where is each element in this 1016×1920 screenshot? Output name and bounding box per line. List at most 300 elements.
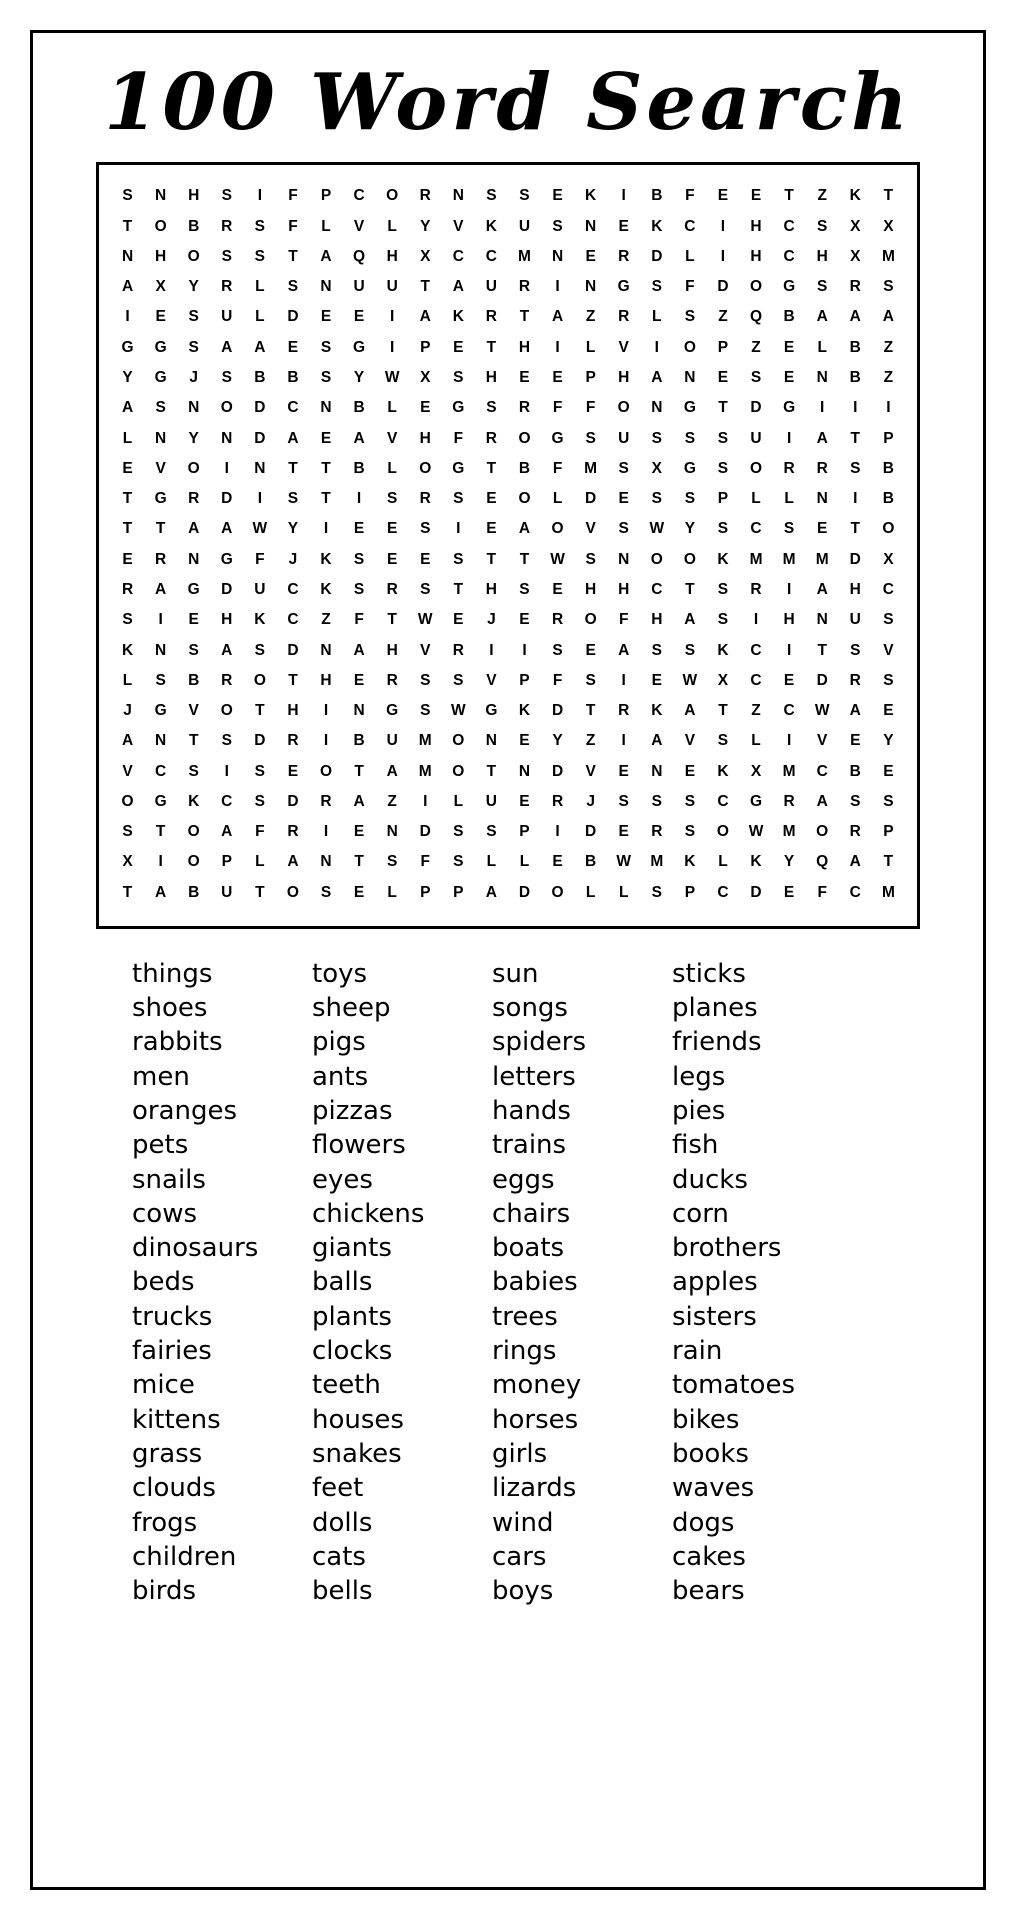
letter-cell[interactable]: H	[221, 611, 233, 629]
letter-cell[interactable]: F	[618, 611, 629, 629]
letter-cell[interactable]: R	[816, 459, 828, 477]
word-list-item[interactable]: corn	[672, 1198, 729, 1229]
letter-cell[interactable]: M	[418, 762, 432, 780]
letter-cell[interactable]: Y	[883, 732, 894, 750]
letter-cell[interactable]: S	[221, 187, 232, 205]
letter-cell[interactable]: S	[585, 550, 596, 568]
letter-cell[interactable]: R	[849, 278, 861, 296]
letter-cell[interactable]: R	[618, 702, 630, 720]
letter-cell[interactable]: S	[552, 641, 563, 659]
letter-cell[interactable]: A	[485, 883, 497, 901]
letter-cell[interactable]: B	[353, 399, 365, 417]
letter-cell[interactable]: T	[188, 732, 199, 750]
letter-cell[interactable]: I	[786, 641, 792, 659]
letter-cell[interactable]: L	[321, 217, 331, 235]
word-list-item[interactable]: kittens	[132, 1404, 221, 1435]
letter-cell[interactable]: C	[882, 580, 894, 598]
letter-cell[interactable]: F	[552, 459, 563, 477]
word-list-item[interactable]: men	[132, 1061, 190, 1092]
letter-cell[interactable]: S	[386, 853, 398, 871]
letter-cell[interactable]: W	[748, 823, 764, 841]
letter-cell[interactable]: M	[584, 459, 598, 477]
letter-cell[interactable]: N	[485, 732, 497, 750]
word-list-item[interactable]: money	[492, 1370, 582, 1401]
letter-cell[interactable]: S	[453, 550, 464, 568]
letter-cell[interactable]: X	[883, 550, 894, 568]
letter-cell[interactable]: A	[849, 702, 861, 720]
letter-cell[interactable]: E	[353, 671, 365, 689]
letter-cell[interactable]: K	[849, 187, 861, 205]
letter-cell[interactable]: K	[585, 187, 597, 205]
word-list-item[interactable]: spiders	[492, 1027, 587, 1058]
letter-cell[interactable]: E	[519, 611, 530, 629]
letter-cell[interactable]: S	[353, 580, 365, 598]
letter-cell[interactable]: A	[121, 732, 134, 750]
letter-cell[interactable]: S	[684, 490, 696, 508]
letter-cell[interactable]: P	[585, 368, 596, 386]
letter-cell[interactable]: T	[453, 580, 464, 598]
letter-cell[interactable]: D	[717, 278, 729, 296]
letter-cell[interactable]: C	[750, 671, 762, 689]
letter-cell[interactable]: V	[883, 641, 894, 659]
letter-cell[interactable]: A	[353, 792, 365, 810]
letter-cell[interactable]: R	[452, 641, 464, 659]
letter-cell[interactable]: S	[254, 247, 266, 265]
letter-cell[interactable]: P	[519, 823, 530, 841]
letter-cell[interactable]: R	[551, 611, 564, 629]
letter-cell[interactable]: C	[287, 399, 299, 417]
letter-cell[interactable]: L	[122, 671, 133, 689]
letter-cell[interactable]: S	[717, 459, 729, 477]
letter-cell[interactable]: E	[519, 792, 530, 810]
letter-cell[interactable]: O	[154, 217, 167, 235]
word-list-item[interactable]: sun	[492, 958, 539, 989]
letter-cell[interactable]: I	[158, 853, 163, 871]
letter-cell[interactable]: L	[519, 853, 530, 871]
word-list-item[interactable]: ants	[312, 1061, 369, 1092]
word-list-item[interactable]: birds	[132, 1576, 197, 1607]
word-list-item[interactable]: teeth	[312, 1370, 381, 1401]
letter-cell[interactable]: H	[518, 338, 531, 356]
word-list-item[interactable]: letters	[492, 1061, 576, 1092]
letter-cell[interactable]: I	[489, 641, 494, 659]
letter-cell[interactable]: O	[187, 823, 200, 841]
letter-cell[interactable]: L	[552, 490, 563, 508]
letter-cell[interactable]: B	[188, 671, 200, 689]
letter-cell[interactable]: C	[485, 247, 497, 265]
word-list-item[interactable]: sisters	[672, 1301, 757, 1332]
letter-cell[interactable]: O	[253, 671, 266, 689]
letter-cell[interactable]: S	[453, 368, 464, 386]
letter-cell[interactable]: N	[320, 641, 332, 659]
letter-cell[interactable]: E	[783, 671, 795, 689]
letter-cell[interactable]: S	[420, 520, 431, 538]
letter-cell[interactable]: O	[220, 702, 233, 720]
word-list-item[interactable]: boys	[492, 1576, 554, 1607]
letter-cell[interactable]: D	[221, 490, 233, 508]
letter-cell[interactable]: P	[420, 338, 431, 356]
letter-cell[interactable]: C	[849, 883, 861, 901]
letter-cell[interactable]: D	[419, 823, 431, 841]
letter-cell[interactable]: A	[684, 702, 696, 720]
letter-cell[interactable]: U	[518, 217, 531, 235]
word-list-item[interactable]: plants	[312, 1301, 392, 1332]
word-list-item[interactable]: giants	[312, 1233, 392, 1264]
word-list-item[interactable]: balls	[312, 1267, 373, 1298]
letter-cell[interactable]: E	[453, 338, 464, 356]
letter-cell[interactable]: T	[850, 520, 860, 538]
letter-cell[interactable]: R	[518, 399, 531, 417]
letter-cell[interactable]: O	[650, 550, 663, 568]
letter-cell[interactable]: X	[850, 247, 861, 265]
letter-cell[interactable]: A	[386, 762, 398, 780]
letter-cell[interactable]: N	[518, 762, 531, 780]
letter-cell[interactable]: T	[155, 520, 166, 538]
letter-cell[interactable]: L	[255, 308, 265, 326]
word-list-item[interactable]: friends	[672, 1027, 762, 1058]
letter-cell[interactable]: K	[750, 853, 762, 871]
letter-cell[interactable]: S	[221, 368, 232, 386]
letter-cell[interactable]: K	[717, 550, 729, 568]
letter-cell[interactable]: N	[452, 187, 464, 205]
letter-cell[interactable]: G	[749, 792, 763, 810]
letter-cell[interactable]: S	[386, 490, 398, 508]
word-list-item[interactable]: pies	[672, 1095, 726, 1126]
letter-cell[interactable]: D	[518, 883, 531, 901]
letter-cell[interactable]: D	[254, 399, 266, 417]
letter-cell[interactable]: R	[419, 187, 431, 205]
letter-cell[interactable]: W	[451, 702, 466, 720]
letter-cell[interactable]: D	[551, 762, 564, 780]
letter-cell[interactable]: A	[849, 853, 861, 871]
letter-cell[interactable]: E	[486, 520, 497, 538]
letter-cell[interactable]: K	[320, 580, 332, 598]
letter-cell[interactable]: E	[783, 338, 795, 356]
letter-cell[interactable]: E	[618, 823, 629, 841]
letter-cell[interactable]: O	[187, 459, 200, 477]
letter-cell[interactable]: S	[618, 459, 629, 477]
letter-cell[interactable]: S	[188, 308, 199, 326]
letter-cell[interactable]: U	[254, 580, 266, 598]
letter-cell[interactable]: Z	[387, 792, 397, 810]
letter-cell[interactable]: I	[323, 520, 329, 538]
letter-cell[interactable]: R	[783, 459, 795, 477]
letter-cell[interactable]: E	[287, 338, 299, 356]
letter-cell[interactable]: I	[224, 762, 229, 780]
word-list-item[interactable]: clouds	[132, 1473, 216, 1504]
letter-cell[interactable]: N	[155, 187, 167, 205]
letter-cell[interactable]: X	[651, 459, 662, 477]
letter-cell[interactable]: T	[718, 399, 728, 417]
letter-cell[interactable]: E	[817, 520, 828, 538]
letter-cell[interactable]: T	[155, 823, 166, 841]
letter-cell[interactable]: A	[287, 429, 299, 447]
letter-cell[interactable]: K	[651, 702, 663, 720]
letter-cell[interactable]: S	[221, 247, 232, 265]
letter-cell[interactable]: I	[853, 399, 858, 417]
letter-cell[interactable]: S	[188, 338, 199, 356]
letter-cell[interactable]: C	[651, 580, 663, 598]
letter-cell[interactable]: I	[356, 490, 362, 508]
letter-cell[interactable]: V	[453, 217, 464, 235]
letter-cell[interactable]: L	[652, 308, 662, 326]
letter-cell[interactable]: S	[254, 641, 266, 659]
letter-cell[interactable]: K	[121, 641, 134, 659]
letter-cell[interactable]: S	[155, 399, 166, 417]
letter-cell[interactable]: A	[651, 732, 663, 750]
letter-cell[interactable]: L	[255, 278, 265, 296]
letter-cell[interactable]: I	[158, 611, 163, 629]
letter-cell[interactable]: Y	[122, 368, 133, 386]
letter-cell[interactable]: O	[286, 883, 299, 901]
letter-cell[interactable]: Z	[585, 308, 596, 326]
letter-cell[interactable]: N	[816, 368, 828, 386]
letter-cell[interactable]: T	[486, 550, 497, 568]
letter-cell[interactable]: Y	[783, 853, 795, 871]
letter-cell[interactable]: S	[783, 520, 795, 538]
letter-cell[interactable]: T	[519, 308, 530, 326]
letter-cell[interactable]: S	[486, 823, 497, 841]
letter-cell[interactable]: S	[287, 490, 299, 508]
letter-cell[interactable]: U	[386, 278, 398, 296]
letter-cell[interactable]: E	[585, 641, 596, 659]
letter-cell[interactable]: C	[287, 580, 299, 598]
letter-cell[interactable]: G	[353, 338, 366, 356]
letter-cell[interactable]: A	[188, 520, 200, 538]
letter-cell[interactable]: X	[155, 278, 166, 296]
letter-cell[interactable]: I	[423, 792, 428, 810]
letter-cell[interactable]: L	[784, 490, 794, 508]
word-list-item[interactable]: bears	[672, 1576, 745, 1607]
letter-cell[interactable]: S	[651, 641, 662, 659]
letter-cell[interactable]: G	[220, 550, 233, 568]
word-list-item[interactable]: mice	[132, 1370, 195, 1401]
letter-cell[interactable]: T	[288, 459, 298, 477]
letter-cell[interactable]: A	[419, 308, 431, 326]
letter-cell[interactable]: R	[221, 278, 233, 296]
letter-cell[interactable]: G	[783, 278, 796, 296]
letter-cell[interactable]: T	[784, 187, 794, 205]
letter-cell[interactable]: T	[255, 702, 265, 720]
letter-cell[interactable]: T	[817, 641, 827, 659]
letter-cell[interactable]: Q	[749, 308, 763, 326]
letter-cell[interactable]: A	[618, 641, 630, 659]
word-list-item[interactable]: ducks	[672, 1164, 748, 1195]
letter-cell[interactable]: S	[221, 732, 232, 750]
letter-cell[interactable]: Y	[420, 217, 431, 235]
letter-cell[interactable]: E	[420, 399, 431, 417]
letter-cell[interactable]: N	[816, 611, 828, 629]
letter-cell[interactable]: E	[320, 429, 332, 447]
letter-cell[interactable]: E	[353, 308, 365, 326]
word-list-item[interactable]: things	[132, 958, 213, 989]
letter-cell[interactable]: D	[750, 399, 762, 417]
letter-cell[interactable]: U	[485, 278, 497, 296]
letter-cell[interactable]: J	[189, 368, 198, 386]
letter-cell[interactable]: R	[188, 490, 200, 508]
letter-cell[interactable]: C	[750, 520, 762, 538]
letter-cell[interactable]: U	[750, 429, 762, 447]
word-list-item[interactable]: cows	[132, 1198, 198, 1229]
letter-cell[interactable]: A	[849, 308, 861, 326]
letter-cell[interactable]: S	[618, 792, 629, 810]
letter-cell[interactable]: A	[353, 429, 365, 447]
letter-cell[interactable]: S	[420, 580, 431, 598]
letter-cell[interactable]: C	[353, 187, 365, 205]
letter-cell[interactable]: C	[783, 217, 795, 235]
letter-cell[interactable]: O	[220, 399, 233, 417]
letter-cell[interactable]: T	[288, 247, 298, 265]
letter-cell[interactable]: D	[221, 580, 233, 598]
letter-cell[interactable]: E	[585, 247, 596, 265]
word-list-item[interactable]: eggs	[492, 1164, 555, 1195]
letter-cell[interactable]: C	[684, 217, 696, 235]
letter-cell[interactable]: S	[122, 187, 133, 205]
letter-cell[interactable]: N	[320, 853, 332, 871]
letter-cell[interactable]: B	[783, 308, 795, 326]
letter-cell[interactable]: T	[420, 278, 430, 296]
letter-cell[interactable]: T	[486, 762, 497, 780]
letter-cell[interactable]: S	[883, 611, 894, 629]
letter-cell[interactable]: O	[749, 278, 763, 296]
letter-cell[interactable]: G	[452, 459, 465, 477]
letter-cell[interactable]: G	[783, 399, 796, 417]
letter-cell[interactable]: C	[816, 762, 828, 780]
letter-cell[interactable]: E	[552, 580, 563, 598]
word-list-item[interactable]: trains	[492, 1130, 567, 1161]
letter-cell[interactable]: T	[321, 490, 331, 508]
letter-cell[interactable]: A	[882, 308, 894, 326]
letter-cell[interactable]: E	[453, 611, 464, 629]
letter-cell[interactable]: H	[783, 611, 795, 629]
letter-cell[interactable]: V	[817, 732, 828, 750]
letter-cell[interactable]: B	[651, 187, 663, 205]
letter-cell[interactable]: A	[551, 308, 564, 326]
letter-cell[interactable]: G	[617, 278, 630, 296]
letter-cell[interactable]: Z	[751, 702, 761, 720]
letter-cell[interactable]: S	[320, 368, 332, 386]
letter-cell[interactable]: N	[353, 702, 365, 720]
letter-cell[interactable]: L	[387, 399, 397, 417]
word-list-item[interactable]: toys	[312, 958, 368, 989]
letter-cell[interactable]: C	[783, 247, 795, 265]
letter-cell[interactable]: L	[585, 338, 596, 356]
letter-cell[interactable]: S	[353, 550, 365, 568]
letter-cell[interactable]: A	[254, 338, 266, 356]
letter-cell[interactable]: R	[386, 580, 398, 598]
letter-cell[interactable]: D	[816, 671, 828, 689]
word-list-item[interactable]: fish	[672, 1130, 719, 1161]
letter-cell[interactable]: N	[121, 247, 134, 265]
letter-cell[interactable]: K	[485, 217, 497, 235]
letter-cell[interactable]: S	[817, 278, 828, 296]
letter-cell[interactable]: X	[420, 368, 431, 386]
letter-cell[interactable]: P	[883, 823, 894, 841]
letter-cell[interactable]: I	[323, 702, 329, 720]
letter-cell[interactable]: T	[685, 580, 695, 598]
letter-cell[interactable]: I	[390, 338, 395, 356]
letter-cell[interactable]: D	[750, 883, 762, 901]
letter-cell[interactable]: S	[519, 187, 530, 205]
letter-cell[interactable]: V	[585, 520, 596, 538]
letter-cell[interactable]: Z	[585, 732, 596, 750]
letter-cell[interactable]: A	[452, 278, 464, 296]
letter-cell[interactable]: H	[750, 217, 762, 235]
letter-cell[interactable]: E	[420, 550, 431, 568]
letter-cell[interactable]: Z	[883, 338, 894, 356]
letter-cell[interactable]: N	[188, 550, 200, 568]
letter-cell[interactable]: W	[384, 368, 400, 386]
letter-cell[interactable]: S	[651, 278, 662, 296]
letter-cell[interactable]: S	[684, 641, 696, 659]
letter-cell[interactable]: W	[252, 520, 268, 538]
letter-cell[interactable]: R	[287, 732, 299, 750]
letter-cell[interactable]: O	[683, 550, 696, 568]
letter-cell[interactable]: I	[323, 732, 329, 750]
letter-cell[interactable]: T	[288, 671, 298, 689]
word-list-item[interactable]: eyes	[312, 1164, 373, 1195]
letter-cell[interactable]: O	[617, 399, 630, 417]
letter-cell[interactable]: O	[584, 611, 597, 629]
letter-cell[interactable]: O	[816, 823, 829, 841]
letter-cell[interactable]: R	[485, 429, 497, 447]
letter-cell[interactable]: K	[254, 611, 266, 629]
letter-cell[interactable]: Z	[817, 187, 827, 205]
word-list-item[interactable]: bikes	[672, 1404, 740, 1435]
word-list-item[interactable]: grass	[132, 1439, 203, 1470]
letter-cell[interactable]: S	[122, 611, 133, 629]
letter-cell[interactable]: H	[485, 580, 497, 598]
letter-cell[interactable]: Y	[684, 520, 696, 538]
letter-cell[interactable]: V	[486, 671, 497, 689]
word-list-item[interactable]: waves	[672, 1473, 755, 1504]
letter-cell[interactable]: I	[224, 459, 229, 477]
letter-cell[interactable]: B	[585, 853, 597, 871]
letter-cell[interactable]: O	[882, 520, 895, 538]
letter-cell[interactable]: D	[254, 732, 266, 750]
letter-cell[interactable]: O	[551, 883, 564, 901]
letter-cell[interactable]: O	[452, 762, 465, 780]
letter-cell[interactable]: F	[817, 883, 827, 901]
letter-cell[interactable]: H	[320, 671, 332, 689]
letter-cell[interactable]: E	[155, 308, 166, 326]
letter-cell[interactable]: F	[685, 187, 695, 205]
letter-cell[interactable]: H	[386, 247, 398, 265]
letter-cell[interactable]: A	[121, 278, 134, 296]
letter-cell[interactable]: E	[552, 853, 563, 871]
letter-cell[interactable]: R	[419, 490, 431, 508]
letter-cell[interactable]: P	[221, 853, 232, 871]
word-list-item[interactable]: children	[132, 1541, 237, 1572]
letter-cell[interactable]: F	[585, 399, 596, 417]
letter-cell[interactable]: E	[188, 611, 199, 629]
letter-cell[interactable]: L	[387, 883, 397, 901]
letter-cell[interactable]: G	[154, 792, 167, 810]
letter-cell[interactable]: I	[786, 580, 792, 598]
letter-cell[interactable]: F	[255, 550, 265, 568]
word-list-item[interactable]: legs	[672, 1061, 726, 1092]
letter-cell[interactable]: S	[684, 308, 696, 326]
letter-cell[interactable]: X	[420, 247, 431, 265]
letter-cell[interactable]: L	[387, 459, 397, 477]
letter-cell[interactable]: E	[386, 520, 398, 538]
letter-cell[interactable]: G	[154, 338, 167, 356]
letter-cell[interactable]: A	[816, 792, 828, 810]
letter-cell[interactable]: S	[883, 792, 894, 810]
letter-cell[interactable]: A	[287, 853, 299, 871]
letter-cell[interactable]: S	[552, 217, 563, 235]
letter-cell[interactable]: R	[386, 671, 398, 689]
